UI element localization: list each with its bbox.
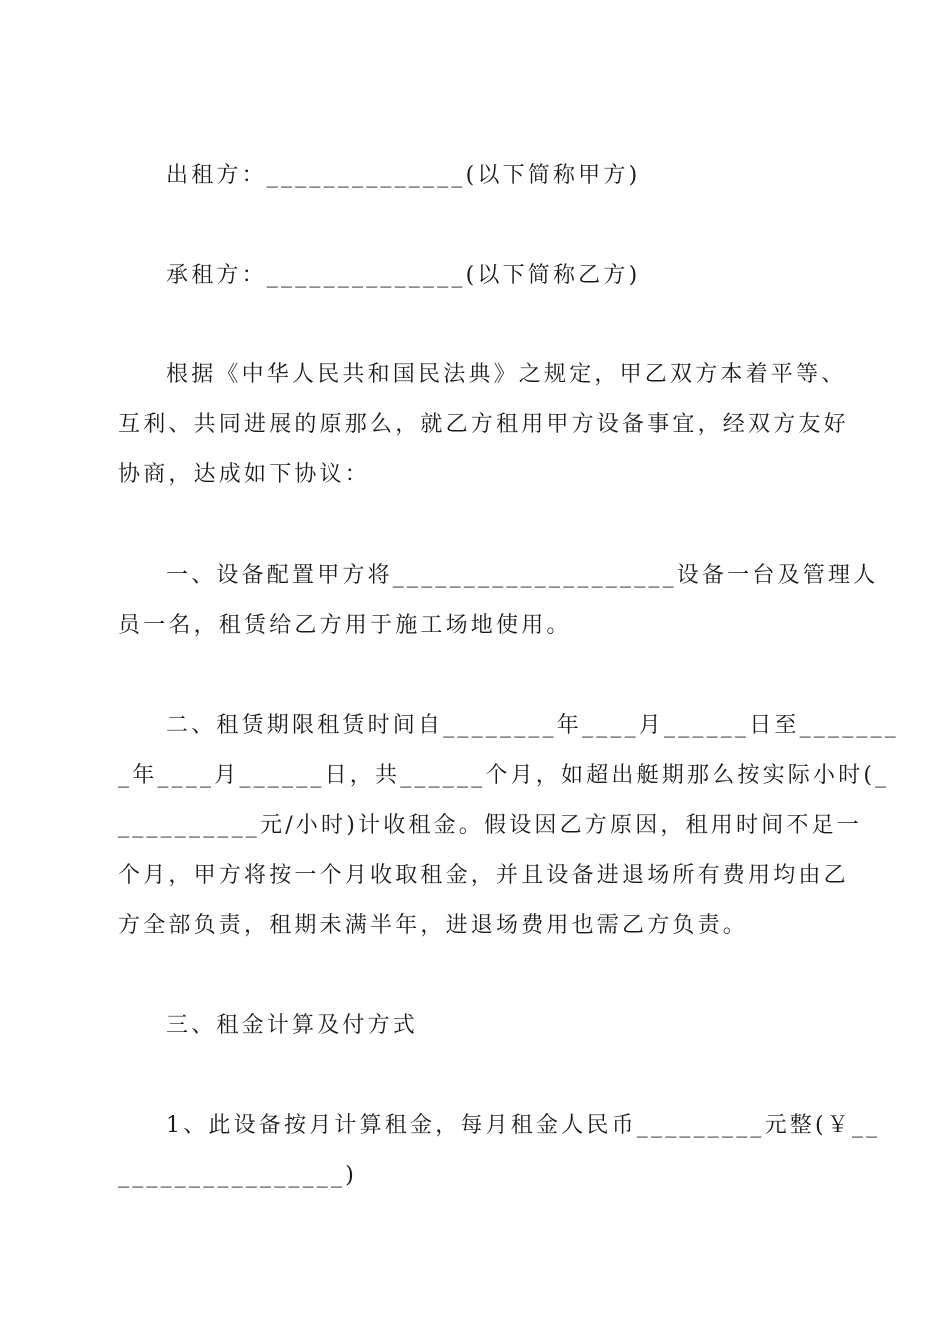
preamble-line-2: 互利、共同进展的原那么，就乙方租用甲方设备事宜，经双方友好 (118, 412, 849, 437)
lessor-line: 出租方：______________(以下简称甲方) (166, 163, 641, 188)
clause2-line-1: 二、租赁期限租赁时间自________年____月______日至_______ (166, 713, 900, 738)
clause1-line-2: 员一名，租赁给乙方用于施工场地使用。 (118, 613, 572, 638)
clause3-item1-line-2: ________________) (118, 1163, 357, 1188)
lessee-line: 承租方：______________(以下简称乙方) (166, 263, 641, 288)
clause2-line-4: 个月，甲方将按一个月收取租金，并且设备进退场所有费用均由乙 (118, 863, 849, 888)
clause2-line-2: _年____月______日，共______个月，如超出艇期那么按实际小时(_ (118, 763, 890, 788)
clause2-line-5: 方全部负责，租期未满半年，进退场费用也需乙方负责。 (118, 913, 749, 938)
clause2-line-3: __________元/小时)计收租金。假设因乙方原因，租用时间不足一 (118, 813, 862, 838)
preamble-line-1: 根据《中华人民共和国民法典》之规定，甲乙双方本着平等、 (166, 362, 847, 387)
clause3-heading: 三、租金计算及付方式 (166, 1013, 419, 1038)
preamble-line-3: 协商，达成如下协议： (118, 462, 371, 487)
clause1-line-1: 一、设备配置甲方将____________________设备一台及管理人 (166, 563, 879, 588)
clause3-item1-line-1: 1、此设备按月计算租金，每月租金人民币_________元整(￥__ (166, 1113, 881, 1138)
